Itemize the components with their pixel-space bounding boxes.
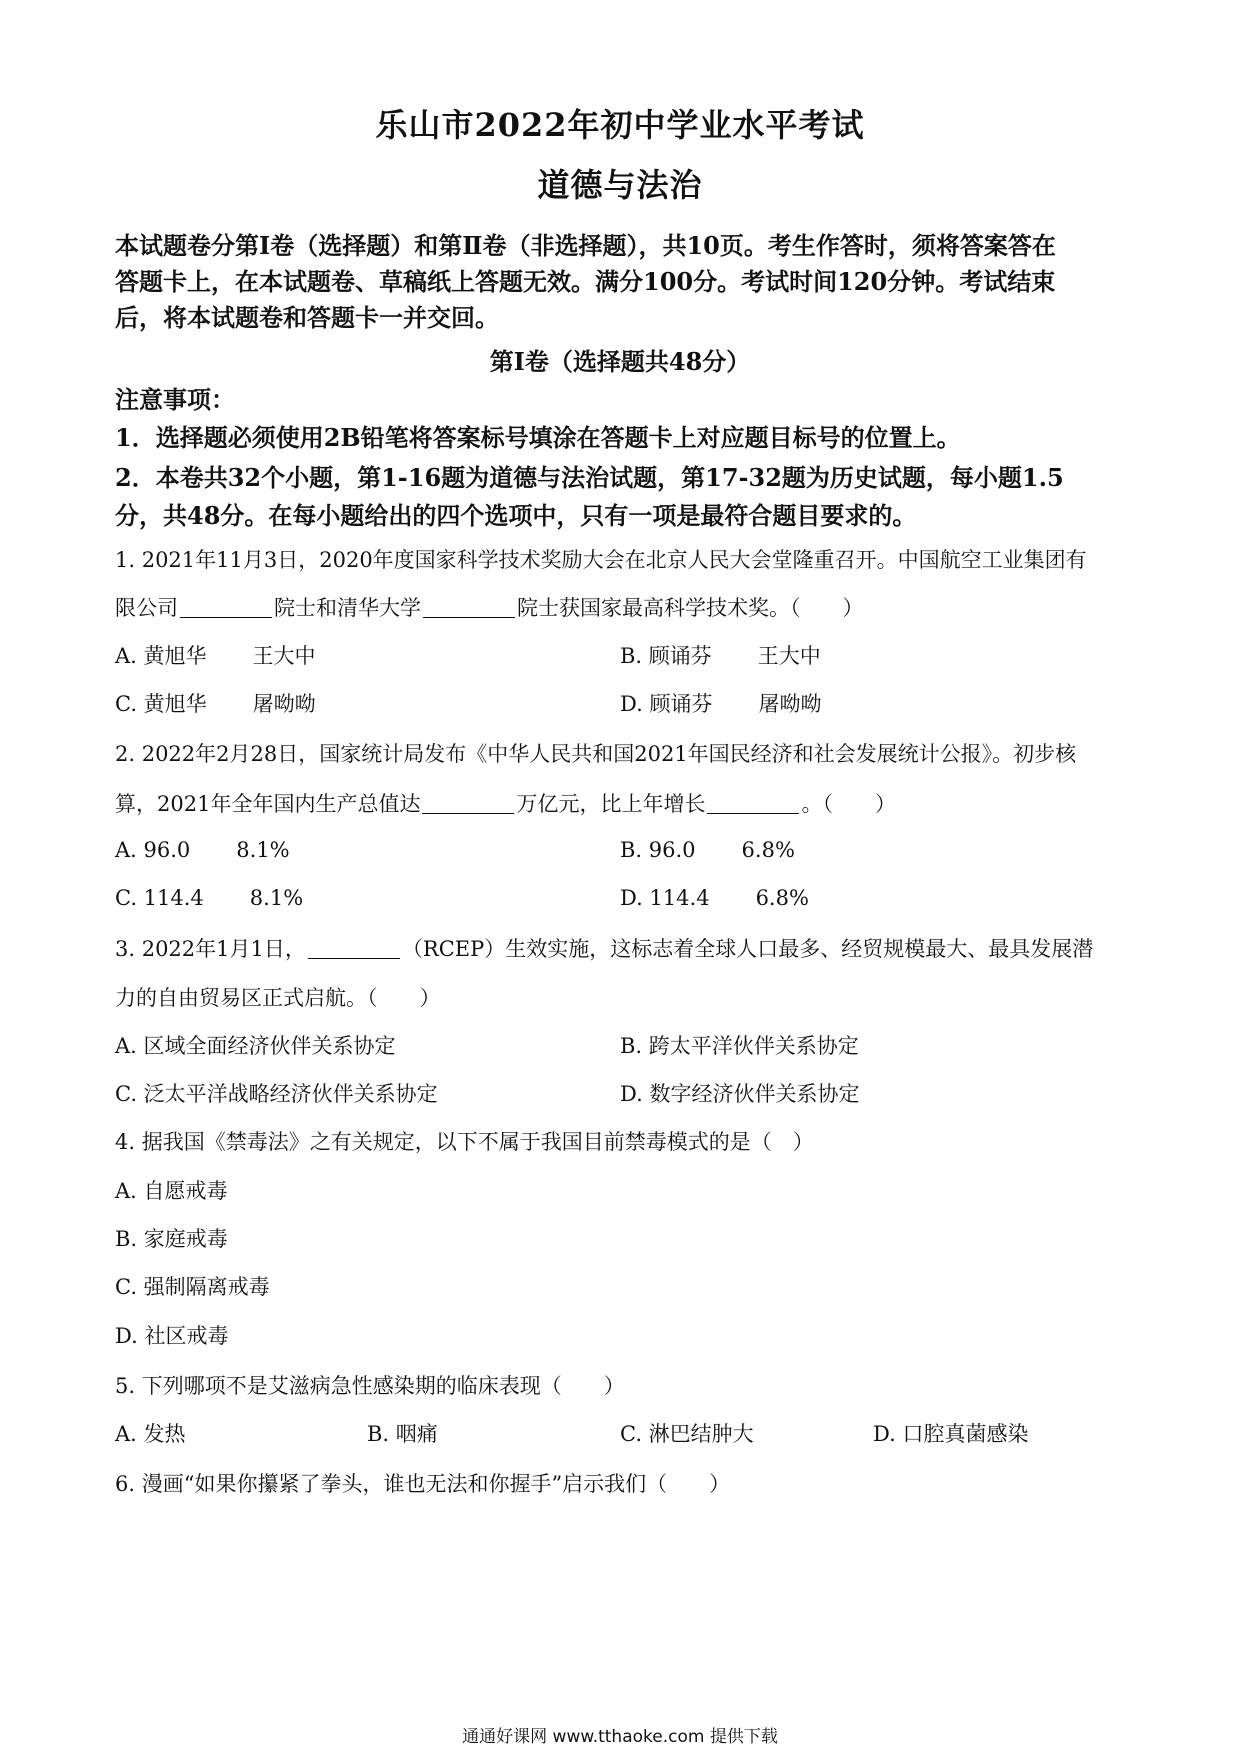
q1-text-c: 院士获国家最高科学技术奖。（ ） — [517, 596, 864, 620]
q1-option-c: C. 黄旭华 屠呦呦 — [115, 692, 316, 716]
q3-blank-1 — [308, 938, 400, 959]
q2-option-a: A. 96.0 8.1% — [115, 838, 290, 862]
q5-stem: 5. 下列哪项不是艾滋病急性感染期的临床表现（ ） — [115, 1374, 625, 1398]
exam-title: 乐山市2022年初中学业水平考试 — [375, 106, 865, 144]
q4-option-a: A. 自愿戒毒 — [115, 1179, 228, 1203]
q1-blank-1 — [180, 597, 272, 618]
q1-stem-line-2 — [115, 594, 864, 622]
intro-line-3: 后，将本试题卷和答题卡一并交回。 — [115, 303, 499, 332]
q1-option-d: D. 顾诵芬 屠呦呦 — [620, 692, 822, 716]
q2-stem-line-2 — [115, 790, 896, 818]
q4-option-c: C. 强制隔离戒毒 — [115, 1275, 270, 1299]
notice-heading: 注意事项： — [115, 385, 235, 414]
q2-option-b: B. 96.0 6.8% — [620, 838, 795, 862]
q1-stem-line-1: 1. 2021年11月3日，2020年度国家科学技术奖励大会在北京人民大会堂隆重召开。中国航空工业集团有 — [115, 548, 1087, 572]
q3-option-c: C. 泛太平洋战略经济伙伴关系协定 — [115, 1082, 438, 1106]
q2-text-c: 。（ ） — [801, 792, 896, 816]
q3-option-d: D. 数字经济伙伴关系协定 — [620, 1082, 860, 1106]
q4-stem: 4. 据我国《禁毒法》之有关规定，以下不属于我国目前禁毒模式的是（ ） — [115, 1130, 814, 1154]
notice-item-2-line-2: 分，共48分。在每小题给出的四个选项中，只有一项是最符合题目要求的。 — [115, 501, 917, 530]
q1-option-b: B. 顾诵芬 王大中 — [620, 644, 821, 668]
q2-text-b: 万亿元，比上年增长 — [516, 792, 706, 816]
q3-stem-line-2: 力的自由贸易区正式启航。（ ） — [115, 986, 441, 1010]
q3-option-b: B. 跨太平洋伙伴关系协定 — [620, 1034, 859, 1058]
q5-option-d: D. 口腔真菌感染 — [873, 1422, 1029, 1446]
notice-item-1: 1．选择题必须使用2B铅笔将答案标号填涂在答题卡上对应题目标号的位置上。 — [115, 423, 961, 452]
q2-option-c: C. 114.4 8.1% — [115, 886, 304, 910]
intro-line-1: 本试题卷分第I卷（选择题）和第Ⅱ卷（非选择题），共10页。考生作答时，须将答案答在 — [115, 231, 1056, 260]
q2-option-d: D. 114.4 6.8% — [620, 886, 809, 910]
q1-option-a: A. 黄旭华 王大中 — [115, 644, 316, 668]
q1-blank-2 — [423, 597, 515, 618]
q6-stem: 6. 漫画“如果你攥紧了拳头，谁也无法和你握手”启示我们（ ） — [115, 1472, 731, 1496]
q2-stem-line-1: 2. 2022年2月28日，国家统计局发布《中华人民共和国2021年国民经济和社会发展统计公报》。初步核 — [115, 742, 1077, 766]
page-footer: 通通好课网 www.tthaoke.com 提供下载 — [462, 1727, 778, 1747]
q3-stem-line-1 — [115, 935, 1093, 963]
intro-line-2: 答题卡上，在本试题卷、草稿纸上答题无效。满分100分。考试时间120分钟。考试结束 — [115, 267, 1056, 296]
q1-text-b: 院士和清华大学 — [274, 596, 421, 620]
notice-item-2-line-1: 2．本卷共32个小题，第1-16题为道德与法治试题，第17-32题为历史试题，每小题1.5 — [115, 463, 1064, 492]
section-title: 第I卷（选择题共48分） — [489, 347, 751, 376]
q2-text-a: 算，2021年全年国内生产总值达 — [115, 792, 421, 816]
q3-option-a: A. 区域全面经济伙伴关系协定 — [115, 1034, 396, 1058]
q3-text-a: 3. 2022年1月1日， — [115, 937, 306, 961]
q4-option-d: D. 社区戒毒 — [115, 1324, 229, 1348]
q5-option-c: C. 淋巴结肿大 — [620, 1422, 754, 1446]
q2-blank-2 — [707, 793, 799, 814]
exam-subject: 道德与法治 — [537, 166, 703, 204]
q4-option-b: B. 家庭戒毒 — [115, 1227, 228, 1251]
q1-text-a: 限公司 — [115, 596, 178, 620]
q5-option-a: A. 发热 — [115, 1422, 186, 1446]
q5-option-b: B. 咽痛 — [367, 1422, 438, 1446]
q3-text-b: （RCEP）生效实施，这标志着全球人口最多、经贸规模最大、最具发展潜 — [401, 937, 1094, 961]
q2-blank-1 — [422, 793, 514, 814]
